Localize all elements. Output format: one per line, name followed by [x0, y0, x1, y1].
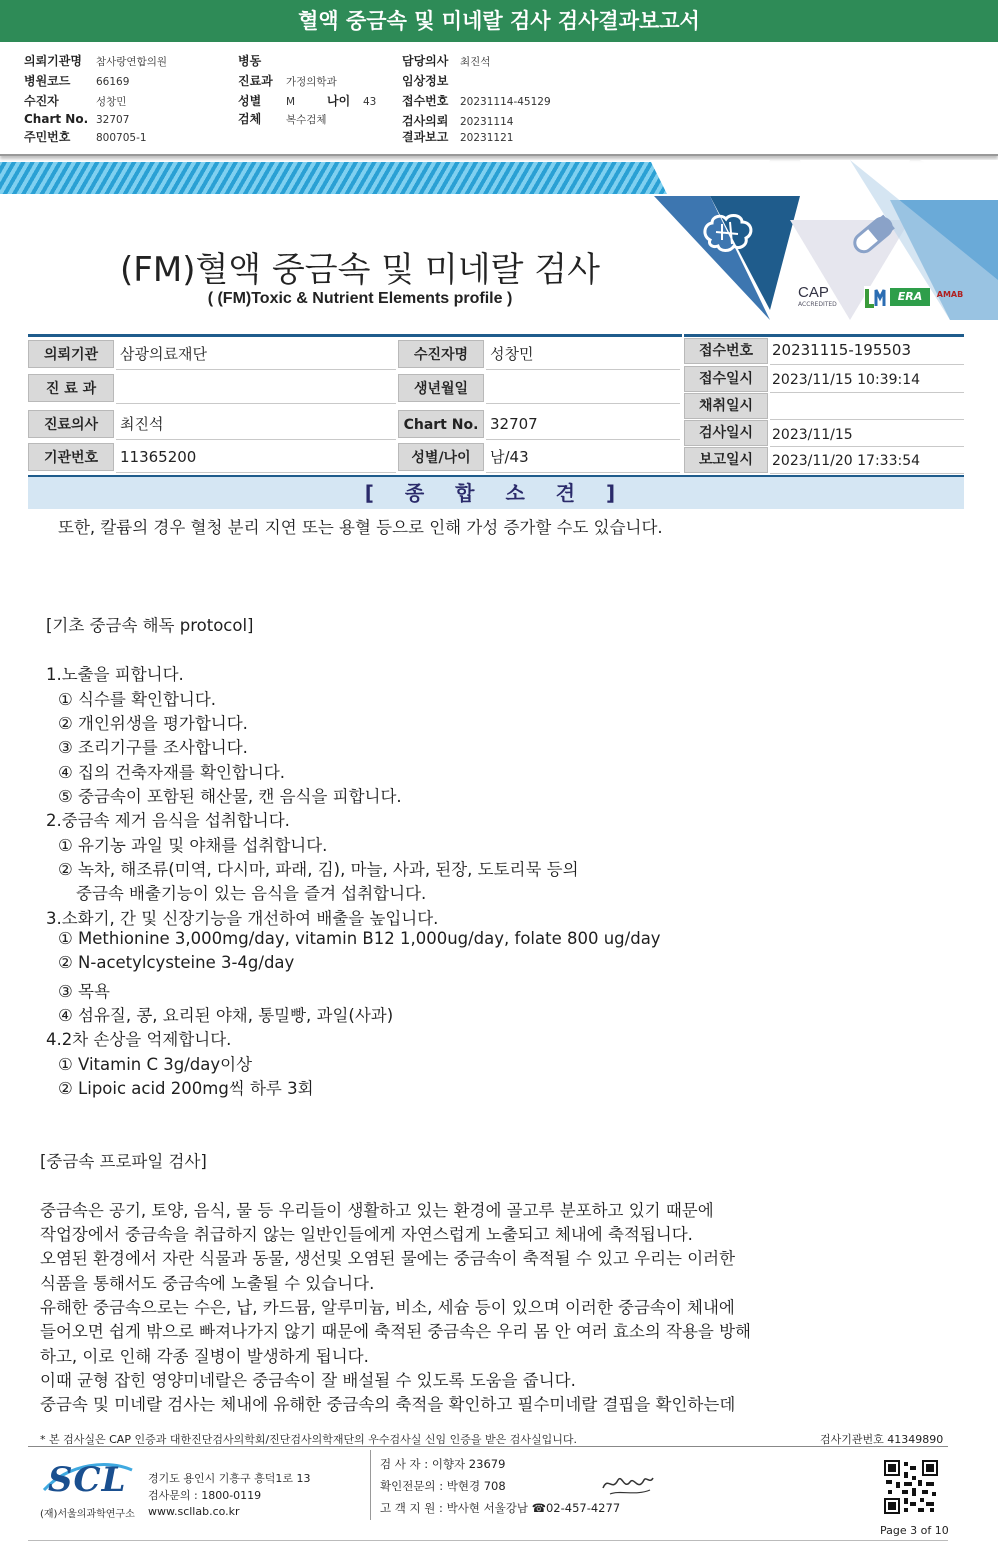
header-value: 참사랑연합의원 — [96, 56, 168, 68]
header-row — [402, 52, 490, 69]
body-line: 식품을 통해서도 중금속에 노출될 수 있습니다. — [40, 1274, 375, 1293]
body-line: ① Methionine 3,000mg/day, vitamin B12 1,000ug/day, folate 800 ug/day — [58, 929, 661, 948]
footer-bottom-rule — [28, 1540, 948, 1541]
info-rule — [486, 340, 680, 370]
body-line: 작업장에서 중금속을 취급하지 않는 일반인들에게 자연스럽게 노출되고 체내에 축적됩니다. — [40, 1225, 693, 1244]
amab-logo: AMAB — [936, 290, 964, 299]
header-value: 800705-1 — [96, 132, 147, 144]
lab-name: (재)서울의과학연구소 — [40, 1509, 135, 1520]
header-value: 66169 — [96, 76, 130, 88]
info-rule — [116, 443, 396, 473]
lab-registration-number: 검사기관번호 41349890 — [820, 1433, 944, 1446]
info-rule — [770, 364, 964, 393]
header-label: 담당의사 — [402, 54, 449, 68]
summary-heading: [ 종 합 소 견 ] — [28, 475, 964, 509]
header-row — [238, 110, 327, 127]
info-value: 최진석 — [120, 415, 164, 433]
header-value: 43 — [363, 96, 377, 108]
cap-logo-subtext: ACCREDITED — [798, 301, 837, 308]
header-row — [327, 92, 376, 109]
report-title: (FM)혈액 중금속 및 미네랄 검사 — [120, 250, 600, 290]
header-row — [402, 92, 551, 109]
header-label: 진료과 — [238, 74, 273, 88]
body-line: 3.소화기, 간 및 신장기능을 개선하여 배출을 높입니다. — [46, 909, 439, 928]
header-label: 성별 — [238, 94, 262, 108]
header-value: 복수검체 — [286, 114, 327, 126]
info-value: 11365200 — [120, 448, 197, 466]
decorative-stripe-band — [0, 162, 700, 194]
cap-logo — [798, 284, 858, 310]
body-line: ④ 집의 건축자재를 확인합니다. — [58, 763, 286, 782]
body-line: ① 유기농 과일 및 야채를 섭취합니다. — [58, 836, 328, 855]
info-rule — [116, 340, 396, 370]
info-label: 진 료 과 — [28, 374, 114, 402]
info-label: 생년월일 — [398, 374, 484, 402]
qr-code-icon — [884, 1460, 938, 1514]
header-value: 20231121 — [460, 132, 514, 144]
header-label: 접수번호 — [402, 94, 449, 108]
certification-note: * 본 검사실은 CAP 인증과 대한진단검사의학회/진단검사의학재단의 우수검사실 신임 인증을 받은 검사실입니다. — [40, 1433, 578, 1446]
info-label: 보고일시 — [684, 447, 768, 473]
info-value: 2023/11/15 10:39:14 — [772, 372, 921, 388]
header-value: 성창민 — [96, 96, 127, 108]
header-label: 검사의뢰 — [402, 114, 449, 128]
info-value: 20231115-195503 — [772, 341, 912, 359]
info-top-rule — [28, 334, 682, 337]
header-row — [24, 92, 126, 109]
header-value: 가정의학과 — [286, 76, 337, 88]
header-row — [24, 52, 167, 69]
info-label: 채취일시 — [684, 393, 768, 419]
info-label: Chart No. — [398, 410, 484, 438]
info-value: 2023/11/15 — [772, 427, 853, 443]
info-label: 접수번호 — [684, 338, 768, 364]
footer-divider — [28, 1446, 948, 1447]
body-line: 유해한 중금속으로는 수은, 납, 카드뮴, 알루미늄, 비소, 세슘 등이 있으며 이러한 중금속이 체내에 — [40, 1298, 735, 1317]
header-label: 결과보고 — [402, 130, 449, 144]
request-header — [0, 42, 998, 156]
header-label: 병동 — [238, 54, 262, 68]
body-line: ② Lipoic acid 200mg씩 하루 3회 — [58, 1079, 314, 1098]
report-subtitle: ( (FM)Toxic & Nutrient Elements profile ) — [207, 290, 513, 307]
header-row — [402, 128, 513, 145]
info-label: 진료의사 — [28, 410, 114, 438]
header-label: 검체 — [238, 112, 262, 126]
header-value: 20231114-45129 — [460, 96, 551, 108]
body-line: ② 녹차, 해조류(미역, 다시마, 파래, 김), 마늘, 사과, 된장, 도토리묵 등의 — [58, 860, 579, 879]
lab-address: 경기도 용인시 기흥구 흥덕1로 13 — [148, 1472, 311, 1485]
header-value: 20231114 — [460, 116, 514, 128]
body-line: ① 식수를 확인합니다. — [58, 690, 217, 709]
body-line: ⑤ 중금속이 포함된 해산물, 캔 음식을 피합니다. — [58, 787, 402, 806]
signature-image — [600, 1470, 656, 1498]
body-line: 오염된 환경에서 자란 식물과 동물, 생선및 오염된 물에는 중금속이 축적될 수 있고 우리는 이러한 — [40, 1249, 736, 1268]
body-line: 또한, 칼륨의 경우 혈청 분리 지연 또는 용혈 등으로 인해 가성 증가할 수도 있습니다. — [58, 518, 663, 537]
header-value: 32707 — [96, 114, 130, 126]
specialist-info: 확인전문의 : 박현경 708 — [380, 1479, 506, 1493]
info-rule — [770, 336, 964, 365]
info-value: 32707 — [490, 415, 538, 433]
info-label: 검사일시 — [684, 420, 768, 446]
info-rule — [486, 443, 680, 473]
page-number: Page 3 of 10 — [880, 1524, 949, 1537]
body-line: 2.중금속 제거 음식을 섭취합니다. — [46, 811, 290, 830]
lab-website[interactable]: www.scllab.co.kr — [148, 1505, 240, 1518]
info-value: 삼광의료재단 — [120, 345, 207, 363]
header-row — [24, 72, 129, 89]
section-heading: [중금속 프로파일 검사] — [40, 1152, 207, 1171]
body-line: 중금속 배출기능이 있는 음식을 즐겨 섭취합니다. — [76, 884, 427, 903]
header-value: 최진석 — [460, 56, 491, 68]
lm-logo-icon — [864, 286, 886, 310]
info-label: 성별/나이 — [398, 443, 484, 471]
info-rule — [770, 418, 964, 447]
header-row — [402, 72, 460, 89]
header-label: 나이 — [327, 94, 351, 108]
info-rule — [770, 445, 964, 474]
cap-logo-text: CAP — [798, 284, 829, 301]
header-row — [24, 112, 129, 126]
scl-logo: SCL — [48, 1460, 127, 1500]
capsule-icon — [848, 210, 898, 260]
body-line: 이때 균형 잡힌 영양미네랄은 중금속이 잘 배설될 수 있도록 도움을 줍니다. — [40, 1371, 576, 1390]
header-row — [238, 92, 295, 109]
report-banner-title: 혈액 중금속 및 미네랄 검사 검사결과보고서 — [0, 0, 998, 42]
body-line: ③ 목욕 — [58, 982, 110, 1001]
header-label: 의뢰기관명 — [24, 54, 82, 68]
section-heading: [기초 중금속 해독 protocol] — [46, 616, 254, 635]
info-label: 의뢰기관 — [28, 340, 114, 368]
body-line: ② 개인위생을 평가합니다. — [58, 714, 248, 733]
body-line: 들어오면 쉽게 밖으로 빠져나가지 않기 때문에 축적된 중금속은 우리 몸 안 여러 효소의 작용을 방해 — [40, 1322, 751, 1341]
info-rule — [486, 374, 680, 404]
body-line: 1.노출을 피합니다. — [46, 665, 184, 684]
info-label: 기관번호 — [28, 443, 114, 471]
header-row — [402, 112, 513, 129]
info-rule — [116, 374, 396, 404]
header-label: 주민번호 — [24, 130, 71, 144]
header-row — [238, 72, 337, 89]
info-value: 2023/11/20 17:33:54 — [772, 453, 921, 469]
body-line: 중금속은 공기, 토양, 음식, 물 등 우리들이 생활하고 있는 환경에 골고루 분포하고 있기 때문에 — [40, 1201, 714, 1220]
header-label: 병원코드 — [24, 74, 71, 88]
header-row — [238, 52, 286, 69]
info-rule — [770, 391, 964, 420]
body-line: ③ 조리기구를 조사합니다. — [58, 738, 248, 757]
info-value: 성창민 — [490, 345, 534, 363]
header-label: 임상정보 — [402, 74, 449, 88]
header-value: M — [286, 96, 296, 108]
info-label: 접수일시 — [684, 366, 768, 392]
customer-support-info: 고 객 지 원 : 박사현 서울강남 ☎02-457-4277 — [380, 1501, 621, 1515]
header-row — [24, 128, 147, 145]
info-label: 수진자명 — [398, 340, 484, 368]
tester-info: 검 사 자 : 이향자 23679 — [380, 1457, 506, 1471]
header-label: Chart No. — [24, 112, 89, 126]
body-line: ① Vitamin C 3g/day이상 — [58, 1055, 253, 1074]
info-rule — [116, 410, 396, 440]
body-line: 4.2차 손상을 억제합니다. — [46, 1030, 232, 1049]
body-line: ④ 섬유질, 콩, 요리된 야채, 통밀빵, 과일(사과) — [58, 1006, 394, 1025]
info-rule — [486, 410, 680, 440]
info-value: 남/43 — [490, 448, 529, 466]
footer-vertical-divider — [370, 1450, 371, 1520]
body-line: 하고, 이로 인해 각종 질병이 발생하게 됩니다. — [40, 1347, 369, 1366]
body-line: ② N-acetylcysteine 3-4g/day — [58, 953, 295, 972]
header-label: 수진자 — [24, 94, 59, 108]
lab-inquiry-phone: 검사문의 : 1800-0119 — [148, 1489, 262, 1502]
era-logo: ERA — [890, 288, 930, 306]
body-line: 중금속 및 미네랄 검사는 체내에 유해한 중금속의 축적을 확인하고 필수미네랄 결핍을 확인하는데 — [40, 1395, 736, 1414]
